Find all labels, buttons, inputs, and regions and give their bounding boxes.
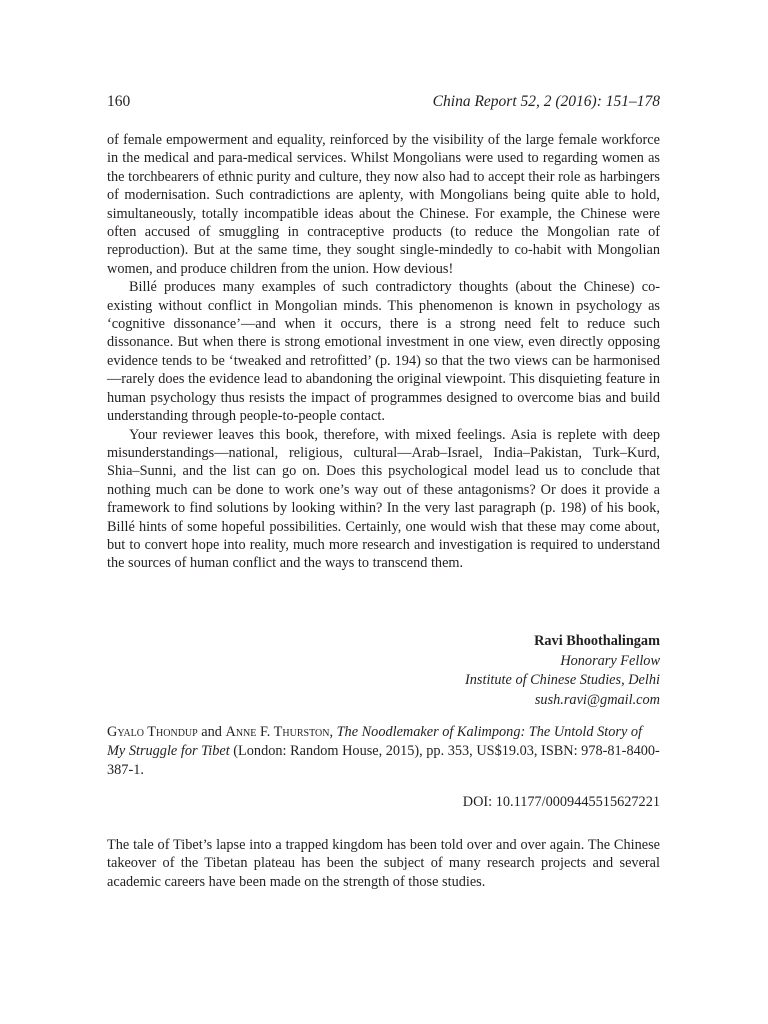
book-citation: [107, 723, 660, 780]
reviewer-institution: Institute of Chinese Studies, Delhi: [465, 672, 660, 688]
citation-separator: ,: [329, 724, 337, 740]
author-conjunction: and: [197, 724, 226, 740]
reviewer-name: Ravi Bhoothalingam: [534, 633, 660, 649]
running-head: [107, 93, 660, 111]
doi[interactable]: DOI: 10.1177/0009445515627221: [462, 794, 660, 810]
paragraph-2: Billé produces many examples of such contradictory thoughts (about the Chinese) co-existing without conflict in Mongolian minds. This phenomenon is known in psychology as ‘cognitive dissonance’—and when it occurs, there is a strong need felt to reduce such dissonance. But when there is strong emotional investment in one view, even directly opposing evidence tends to be ‘tweaked and retrofitted’ (p. 194) so that the two views can be harmonised—rarely does the evidence lead to abandoning the original viewpoint. This disquieting feature in human psychology thus resists the impact of programmes designed to overcome bias and build understanding through people-to-people contact.: [107, 279, 660, 425]
review-body-continued: [107, 131, 660, 573]
reviewer-signature: [107, 632, 660, 710]
page-number: 160: [107, 93, 131, 110]
journal-citation: China Report 52, 2 (2016): 151–178: [432, 93, 660, 110]
reviewer-title: Honorary Fellow: [560, 652, 660, 669]
paragraph-1: of female empowerment and equality, reinforced by the visibility of the large female workforce in the medical and para-medical services. Whilst Mongolians were used to regarding women as the torchbearers of ethnic purity and culture, they now also had to accept their role as harbingers of modernisation. Such contradictions are aplenty, with Mongolians being quite able to hold, simultaneously, totally incompatible ideas about the Chinese. For example, the Chinese were often accused of smuggling in contraceptive products (to reduce the Mongolian rate of reproduction). But at the same time, they sought single-mindedly to co-habit with Mongolian women, and produce children from the union. How devious!: [107, 132, 660, 277]
reviewer-email[interactable]: sush.ravi@gmail.com: [534, 691, 660, 708]
new-review-body: [107, 836, 660, 891]
book-author-2: Anne F. Thurston: [225, 724, 330, 740]
book-title: The Noodlemaker of Kalimpong: The Untold Story of My Struggle for Tibet: [107, 724, 642, 759]
review-intro-paragraph: The tale of Tibet’s lapse into a trapped kingdom has been told over and over again. The Chinese takeover of the Tibetan plateau has been the subject of many research projects and several academic careers have been made on the strength of those studies.: [107, 837, 660, 890]
paragraph-3: Your reviewer leaves this book, therefore, with mixed feelings. Asia is replete with deep misunderstandings—national, religious, cultural—Arab–Israel, India–Pakistan, Turk–Kurd, Shia–Sunni, and the list can go on. Does this psychological model lead us to conclude that nothing much can be done to work one’s way out of these antagonisms? Or does it provide a framework to find solutions by looking within? In the very last paragraph (p. 198) of his book, Billé hints of some hopeful possibilities. Certainly, one would wish that these may come about, but to convert hope into reality, much more research and investigation is required to understand the sources of human conflict and the ways to transcend them.: [107, 426, 660, 572]
book-author-1: Gyalo Thondup: [107, 724, 198, 740]
book-details: (London: Random House, 2015), pp. 353, US$19.03, ISBN: 978-81-8400-387-1.: [107, 743, 660, 778]
